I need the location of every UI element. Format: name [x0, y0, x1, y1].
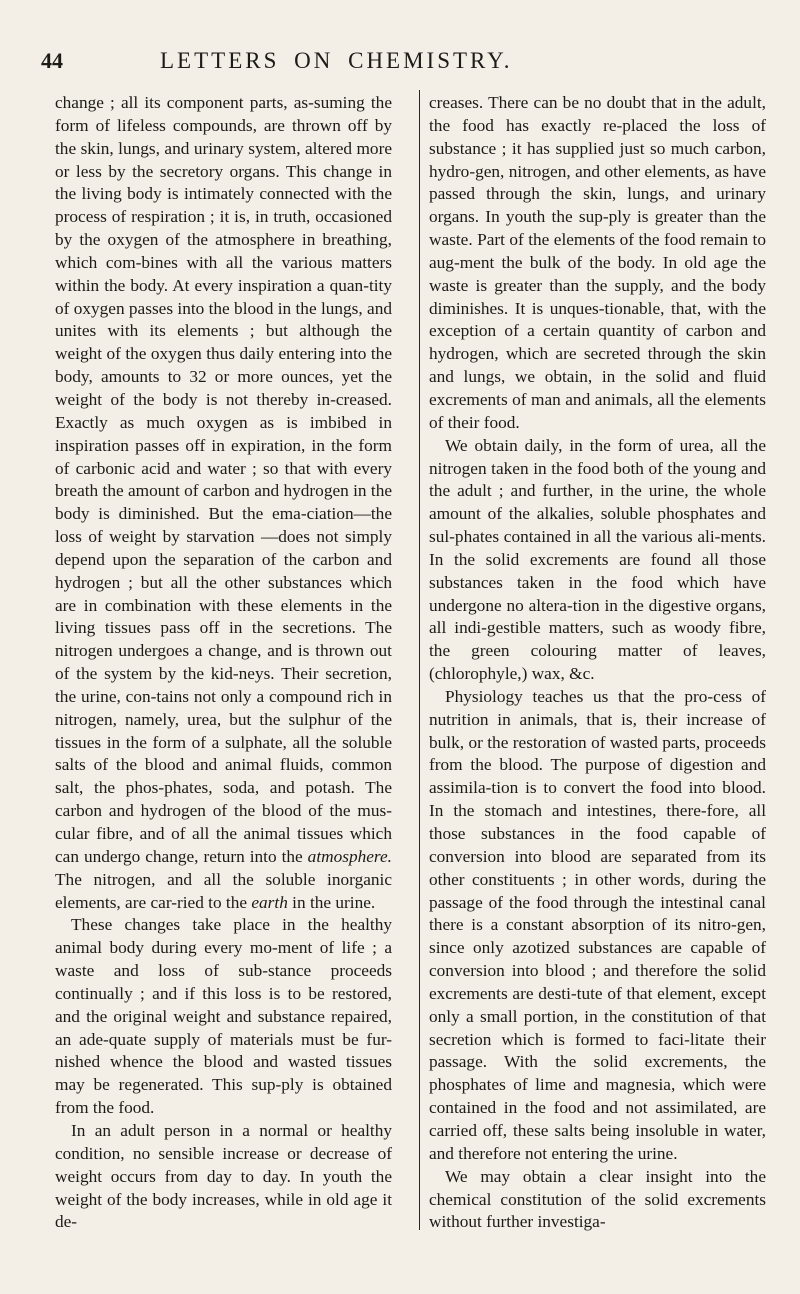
right-paragraph-1: creases. There can be no doubt that in the adult, the food has exactly re-placed the loss of substance ; it has supplied just so much carbon, hydro-gen, nitrogen, and other elements, as have passed through the skin, lungs, and urinary organs. In youth the sup-ply is greater than the waste. Part of the elements of the food remain to aug-ment the bulk of the body. In old age the waste is greater than the supply, and the body diminishes. It is unques-tionable, that, with the exception of a certain quantity of carbon and hydrogen, which are secreted through the skin and lungs, we obtain, in the solid and fluid excrements of man and animals, all the elements of their food.	[429, 93, 766, 432]
left-column	[55, 92, 392, 1234]
column-divider	[419, 90, 420, 1230]
page-header	[0, 48, 800, 88]
left-paragraph-3: In an adult person in a normal or healthy condition, no sensible increase or decrease of weight occurs from day to day. In youth the weight of the body increases, while in old age it de-	[55, 1120, 392, 1232]
page-number: 44	[41, 48, 63, 73]
emphasis-atmosphere: atmosphere.	[307, 846, 392, 866]
right-column	[429, 92, 766, 1234]
running-head: LETTERS ON CHEMISTRY.	[160, 48, 513, 73]
right-paragraph-2: We obtain daily, in the form of urea, all the nitrogen taken in the food both of the young and the adult ; and further, in the urine, the whole amount of the alkalies, soluble phosphates and sul-phates contained in all the various ali-ments. In the solid excrements are found all those substances taken in the food which have undergone no altera-tion in the digestive organs, all indi-gestible matters, such as woody fibre, the green colouring matter of leaves, (chlorophyle,) wax, &c.	[429, 435, 766, 684]
left-paragraph-1-mid: The nitrogen, and all the soluble inorganic elements, are car-ried to the	[55, 869, 392, 912]
left-paragraph-1	[55, 92, 392, 914]
left-paragraph-1-text: change ; all its component parts, as-suming the form of lifeless compounds, are thrown off by the skin, lungs, and urinary system, altered more or less by the secretory organs. This change in the living body is intimately connected with the process of respiration ; it is, in truth, occasioned by the oxygen of the atmosphere in breathing, which com-bines with all the various matters within the body. At every inspiration a quan-tity of oxygen passes into the blood in the lungs, and unites with its elements ; but although the weight of the oxygen thus daily entering into the body, amounts to 32 or more ounces, yet the weight of the body is not thereby in-creased. Exactly as much oxygen as is imbibed in inspiration passes off in expiration, in the form of carbonic acid and water ; so that with every breath the amount of carbon and hydrogen in the body is diminished. But the ema-ciation—the loss of weight by starvation —does not simply depend upon the separation of the carbon and hydrogen ; but all the other substances which are in combination with these elements in the living tissues pass off in the secretions. The nitrogen undergoes a change, and is thrown out of the system by the kid-neys. Their secretion, the urine, con-tains not only a compound rich in nitrogen, namely, urea, but the sulphur of the tissues in the form of a sulphate, all the soluble salts of the blood and animal fluids, common salt, the phos-phates, soda, and potash. The carbon and hydrogen of the blood of the mus-cular fibre, and of all the animal tissues which can undergo change, return into the	[55, 93, 392, 866]
left-paragraph-1-end: in the urine.	[287, 892, 376, 912]
right-paragraph-4: We may obtain a clear insight into the chemical constitution of the solid excrements without further investiga-	[429, 1166, 766, 1232]
left-paragraph-2: These changes take place in the healthy animal body during every mo-ment of life ; a waste and loss of sub-stance proceeds continually ; and if this loss is to be restored, and the original weight and substance repaired, an ade-quate supply of materials must be fur-nished whence the blood and wasted tissues may be regenerated. This sup-ply is obtained from the food.	[55, 915, 392, 1118]
right-paragraph-3: Physiology teaches us that the pro-cess of nutrition in animals, that is, their increase of bulk, or the restoration of wasted parts, proceeds from the blood. The purpose of digestion and assimila-tion is to convert the food into blood. In the stomach and intestines, there-fore, all those substances in the food capable of conversion into blood are separated from its other constituents ; in other words, during the passage of the food through the intestinal canal there is a constant absorption of its nitro-gen, since only azotized substances are capable of conversion into blood ; and therefore the solid excrements are desti-tute of that element, except only a small portion, in the constitution of that secretion which is formed to faci-litate their passage. With the solid excrements, the phosphates of lime and magnesia, which were contained in the food and not assimilated, are carried off, these salts being insoluble in water, and therefore not entering the urine.	[429, 686, 766, 1163]
emphasis-earth: earth	[251, 892, 288, 912]
